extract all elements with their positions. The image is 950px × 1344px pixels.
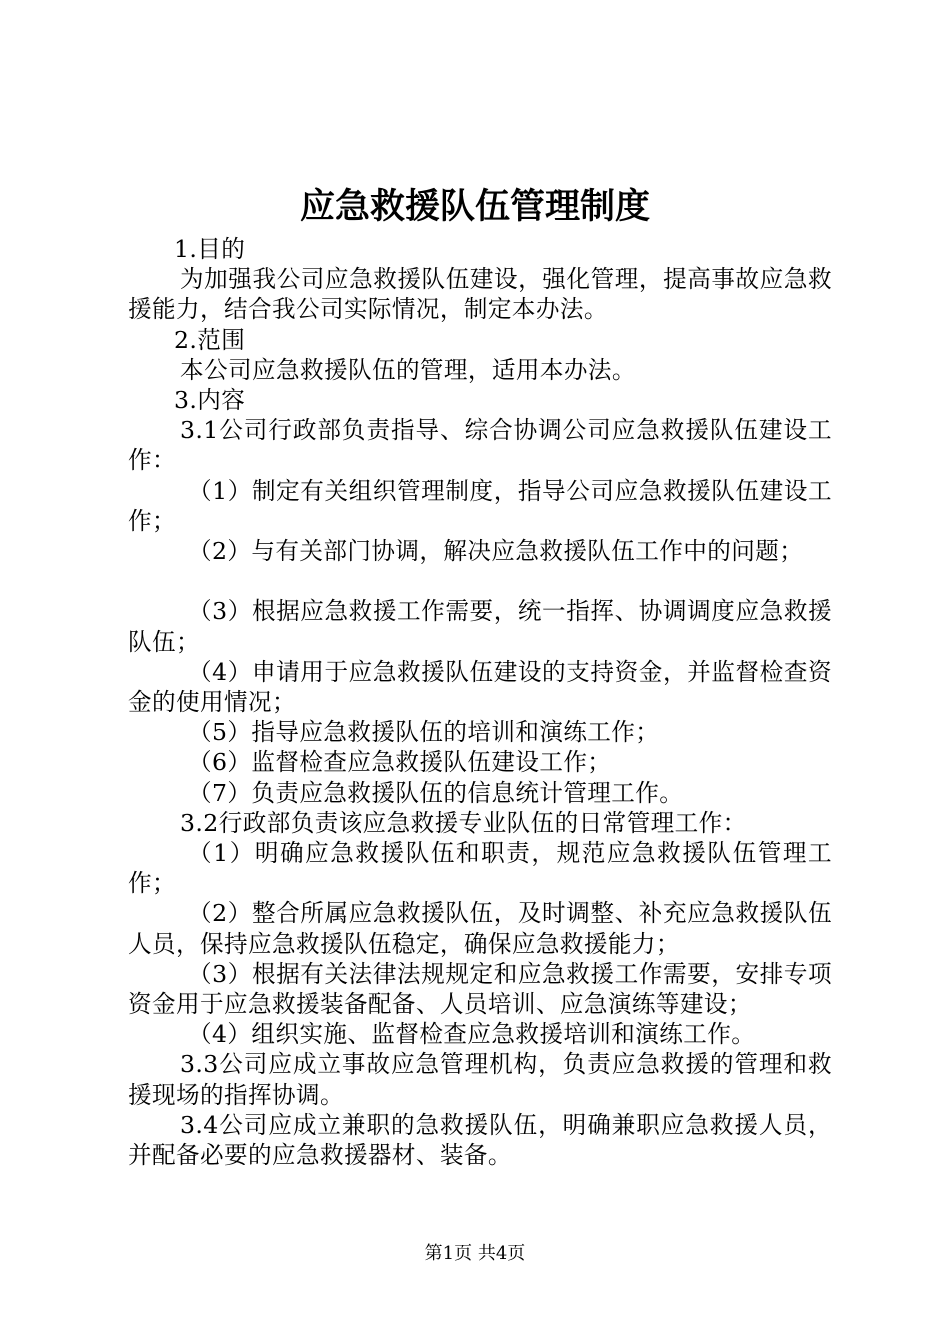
paragraph: （3）根据应急救援工作需要，统一指挥、协调调度应急救援队伍；: [128, 597, 832, 656]
paragraph: （7）负责应急救援队伍的信息统计管理工作。: [188, 778, 684, 807]
paragraph: （4）申请用于应急救援队伍建设的支持资金，并监督检查资金的使用情况；: [128, 657, 832, 717]
blank-line: [128, 566, 832, 596]
document-title: 应急救援队伍管理制度: [299, 187, 650, 227]
paragraph: 1.目的: [174, 235, 246, 263]
paragraph: 3.3公司应成立事故应急管理机构，负责应急救援的管理和救援现场的指挥协调。: [128, 1050, 832, 1109]
paragraph: 本公司应急救援队伍的管理，适用本办法。: [180, 355, 636, 384]
paragraph: 3.2行政部负责该应急救援专业队伍的日常管理工作：: [180, 808, 747, 837]
paragraph: （2）与有关部门协调，解决应急救援队伍工作中的问题；: [188, 537, 804, 566]
document-body: [128, 234, 832, 1170]
paragraph: （4）组织实施、监督检查应急救援培训和演练工作。: [188, 1020, 756, 1049]
paragraph: 3.1公司行政部负责指导、综合协调公司应急救援队伍建设工作：: [128, 416, 832, 475]
paragraph: （2）整合所属应急救援队伍，及时调整、补充应急救援队伍人员，保持应急救援队伍稳定，确保应急救援能力；: [128, 899, 832, 958]
paragraph: 为加强我公司应急救援队伍建设，强化管理，提高事故应急救援能力，结合我公司实际情况，制定本办法。: [128, 265, 832, 324]
paragraph: 2.范围: [174, 325, 246, 354]
paragraph: （3）根据有关法律法规规定和应急救援工作需要，安排专项资金用于应急救援装备配备、人员培训、应急演练等建设；: [128, 959, 832, 1019]
paragraph: （5）指导应急救援队伍的培训和演练工作；: [188, 718, 660, 747]
paragraph: （1）明确应急救援队伍和职责，规范应急救援队伍管理工作；: [128, 839, 832, 898]
paragraph: （6）监督检查应急救援队伍建设工作；: [188, 748, 612, 777]
paragraph: 3.内容: [174, 386, 246, 415]
paragraph: 3.4公司应成立兼职的急救援队伍，明确兼职应急救援人员，并配备必要的应急救援器材、装备。: [128, 1110, 832, 1170]
paragraph: （1）制定有关组织管理制度，指导公司应急救援队伍建设工作；: [128, 476, 832, 535]
page-footer: 第1页 共4页: [424, 1243, 526, 1264]
